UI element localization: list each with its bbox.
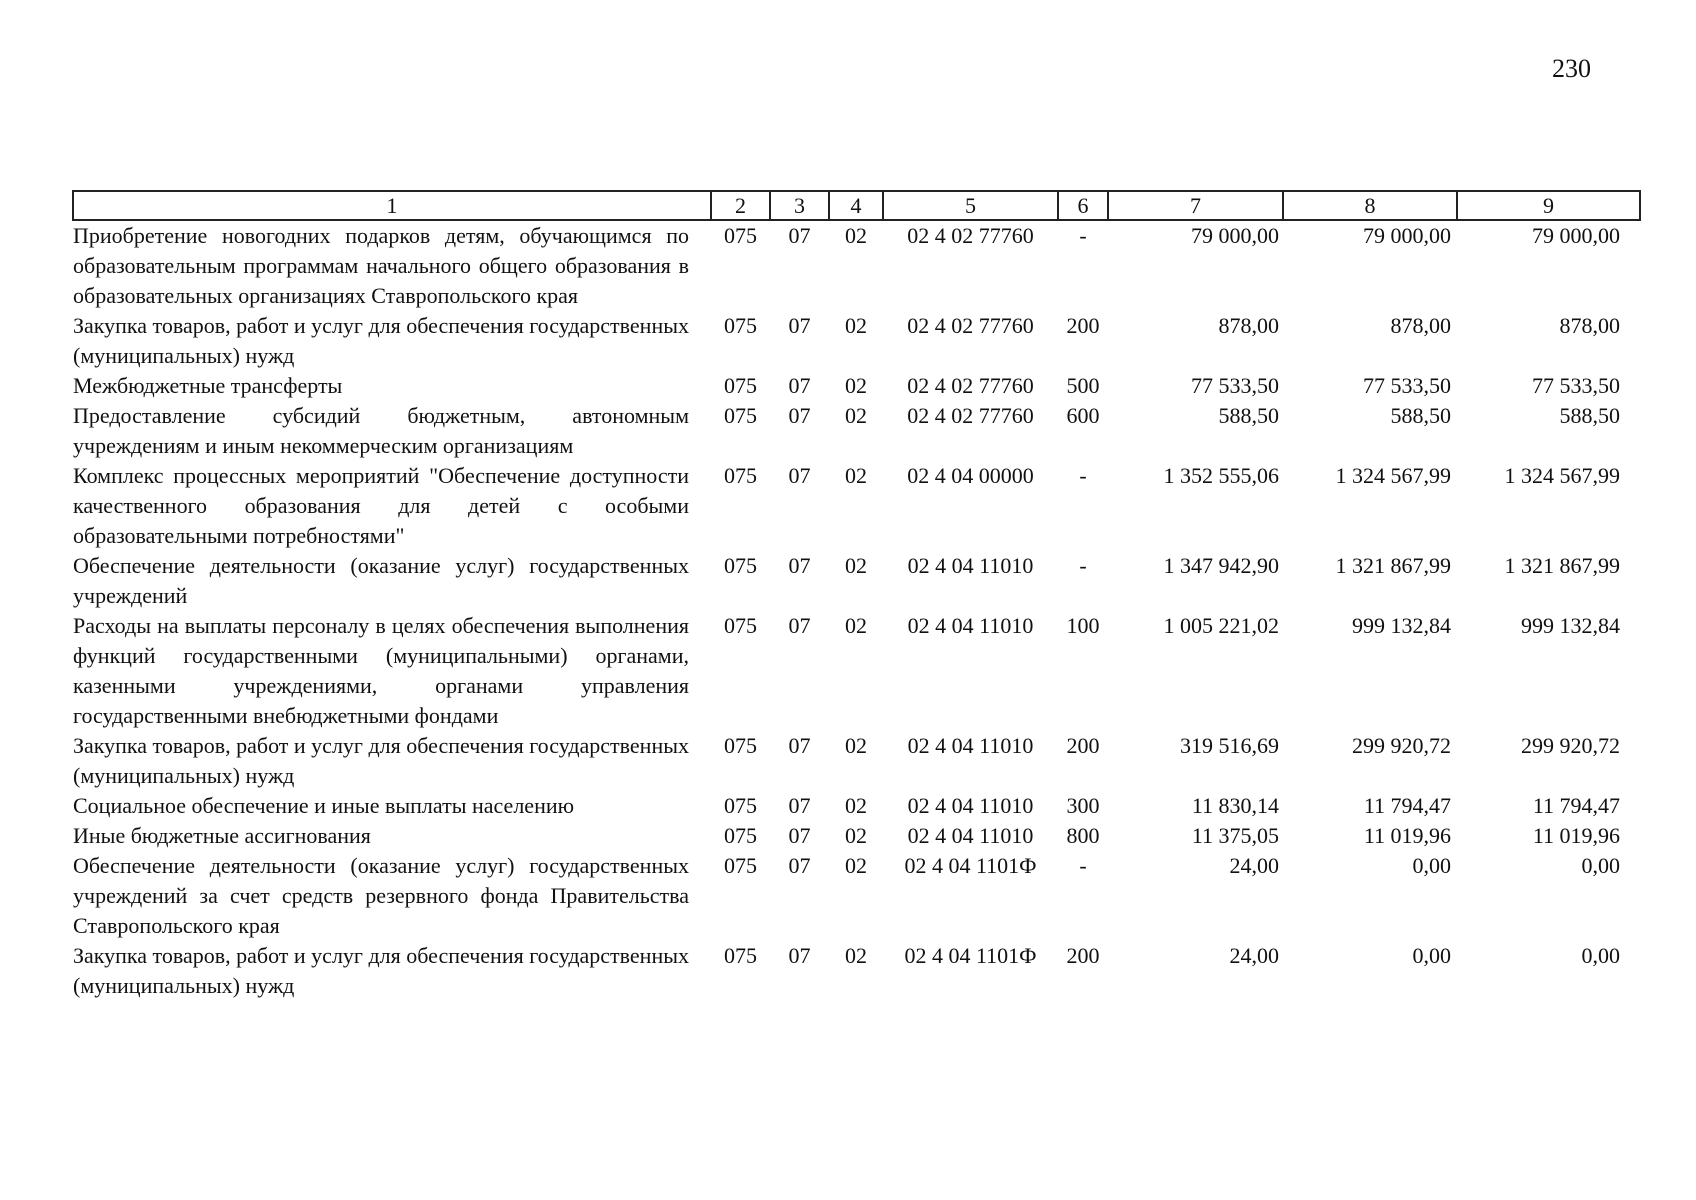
table-row	[73, 401, 1640, 461]
row-amount-1-cell: 1 347 942,90	[1163, 553, 1279, 578]
table-row	[73, 461, 1640, 551]
row-target-article-cell: 02 4 04 1101Ф	[904, 853, 1037, 878]
table-row	[73, 551, 1640, 611]
row-name-cell: Приобретение новогодних подарков детям, обучающимся по образовательным программам начального общего образования в образовательных организациях Ставропольского края	[73, 223, 689, 308]
row-expense-type-cell: 100	[1066, 613, 1100, 638]
row-amount-2-cell: 588,50	[1390, 403, 1451, 428]
table-row	[73, 731, 1640, 791]
row-section-cell: 07	[788, 853, 811, 878]
table-row	[73, 220, 1640, 311]
row-target-article-cell: 02 4 02 77760	[907, 223, 1034, 248]
row-expense-type-cell: 500	[1066, 373, 1100, 398]
row-admin-code-cell: 075	[724, 823, 757, 848]
row-amount-3-cell: 11 019,96	[1532, 823, 1620, 848]
row-admin-code-cell: 075	[724, 733, 757, 758]
table-row	[73, 821, 1640, 851]
row-name-cell: Обеспечение деятельности (оказание услуг) государственных учреждений за счет средств резервного фонда Правительства Ставропольского края	[73, 853, 689, 938]
row-name-cell: Закупка товаров, работ и услуг для обеспечения государственных (муниципальных) нужд	[73, 313, 690, 368]
row-amount-2-cell: 79 000,00	[1363, 223, 1451, 248]
column-header: 1	[73, 191, 711, 220]
row-amount-1-cell: 588,50	[1218, 403, 1279, 428]
row-name-cell: Межбюджетные трансферты	[73, 373, 343, 398]
row-section-cell: 07	[788, 823, 811, 848]
row-subsection-cell: 02	[845, 793, 867, 818]
row-target-article-cell: 02 4 04 1101Ф	[904, 943, 1037, 968]
row-expense-type-cell: 200	[1066, 733, 1100, 758]
row-expense-type-cell: -	[1079, 553, 1087, 578]
row-name-cell: Обеспечение деятельности (оказание услуг) государственных учреждений	[73, 553, 689, 608]
row-amount-3-cell: 77 533,50	[1532, 373, 1620, 398]
row-name-cell: Комплекс процессных мероприятий "Обеспечение доступности качественного образования для детей с особыми образовательными потребностями"	[73, 463, 689, 548]
row-amount-2-cell: 999 132,84	[1352, 613, 1451, 638]
row-subsection-cell: 02	[845, 613, 867, 638]
row-admin-code-cell: 075	[724, 853, 757, 878]
row-target-article-cell: 02 4 04 11010	[907, 613, 1034, 638]
row-admin-code-cell: 075	[724, 373, 757, 398]
row-amount-1-cell: 1 005 221,02	[1163, 613, 1279, 638]
column-header: 3	[770, 191, 829, 220]
row-admin-code-cell: 075	[724, 553, 757, 578]
row-amount-3-cell: 878,00	[1559, 313, 1620, 338]
row-target-article-cell: 02 4 04 11010	[907, 793, 1034, 818]
row-amount-3-cell: 588,50	[1559, 403, 1620, 428]
column-header: 6	[1058, 191, 1108, 220]
column-header: 9	[1457, 191, 1640, 220]
row-amount-1-cell: 878,00	[1218, 313, 1279, 338]
row-amount-2-cell: 299 920,72	[1352, 733, 1451, 758]
header-row	[73, 191, 1640, 220]
row-name-cell: Расходы на выплаты персоналу в целях обеспечения выполнения функций государственными (муниципальными) органами, казенными учреждениями, органами управления государственными внебюджетными фондами	[73, 613, 689, 728]
row-target-article-cell: 02 4 02 77760	[907, 403, 1034, 428]
row-amount-1-cell: 11 830,14	[1191, 793, 1279, 818]
row-expense-type-cell: 600	[1066, 403, 1100, 428]
row-amount-1-cell: 79 000,00	[1191, 223, 1279, 248]
row-section-cell: 07	[788, 733, 811, 758]
row-amount-1-cell: 24,00	[1229, 853, 1279, 878]
row-amount-2-cell: 878,00	[1390, 313, 1451, 338]
row-target-article-cell: 02 4 04 11010	[907, 823, 1034, 848]
column-header: 7	[1108, 191, 1283, 220]
row-subsection-cell: 02	[845, 223, 867, 248]
row-section-cell: 07	[788, 373, 811, 398]
row-amount-1-cell: 24,00	[1229, 943, 1279, 968]
row-admin-code-cell: 075	[724, 463, 757, 488]
row-amount-2-cell: 0,00	[1412, 943, 1451, 968]
row-name-cell: Социальное обеспечение и иные выплаты населению	[73, 793, 575, 818]
row-amount-2-cell: 77 533,50	[1363, 373, 1451, 398]
row-amount-3-cell: 1 321 867,99	[1504, 553, 1620, 578]
row-amount-2-cell: 1 321 867,99	[1335, 553, 1451, 578]
row-subsection-cell: 02	[845, 733, 867, 758]
row-amount-3-cell: 299 920,72	[1521, 733, 1620, 758]
row-target-article-cell: 02 4 04 11010	[907, 553, 1034, 578]
row-name-cell: Закупка товаров, работ и услуг для обеспечения государственных (муниципальных) нужд	[73, 733, 690, 788]
row-amount-3-cell: 79 000,00	[1532, 223, 1620, 248]
table-row	[73, 791, 1640, 821]
row-admin-code-cell: 075	[724, 223, 757, 248]
row-amount-2-cell: 1 324 567,99	[1335, 463, 1451, 488]
row-amount-1-cell: 77 533,50	[1191, 373, 1279, 398]
budget-table	[72, 190, 1641, 1001]
row-amount-2-cell: 11 019,96	[1363, 823, 1451, 848]
row-name-cell: Предоставление субсидий бюджетным, автономным учреждениям и иным некоммерческим организациям	[73, 403, 689, 458]
row-expense-type-cell: -	[1079, 853, 1087, 878]
row-expense-type-cell: 200	[1066, 313, 1100, 338]
column-header: 4	[829, 191, 883, 220]
row-amount-3-cell: 999 132,84	[1521, 613, 1620, 638]
row-expense-type-cell: 200	[1066, 943, 1100, 968]
row-expense-type-cell: 800	[1066, 823, 1100, 848]
row-admin-code-cell: 075	[724, 943, 757, 968]
row-expense-type-cell: -	[1079, 223, 1087, 248]
table-header	[73, 191, 1640, 220]
row-amount-3-cell: 11 794,47	[1532, 793, 1620, 818]
row-amount-1-cell: 1 352 555,06	[1163, 463, 1279, 488]
row-amount-1-cell: 11 375,05	[1191, 823, 1279, 848]
row-subsection-cell: 02	[845, 823, 867, 848]
row-section-cell: 07	[788, 223, 811, 248]
row-name-cell: Закупка товаров, работ и услуг для обеспечения государственных (муниципальных) нужд	[73, 943, 690, 998]
row-subsection-cell: 02	[845, 373, 867, 398]
table-row	[73, 311, 1640, 371]
row-section-cell: 07	[788, 463, 811, 488]
row-subsection-cell: 02	[845, 553, 867, 578]
column-header: 2	[711, 191, 770, 220]
row-section-cell: 07	[788, 313, 811, 338]
row-section-cell: 07	[788, 943, 811, 968]
table-row	[73, 941, 1640, 1001]
column-header: 5	[883, 191, 1058, 220]
row-subsection-cell: 02	[845, 313, 867, 338]
page-number: 230	[1552, 54, 1591, 83]
row-target-article-cell: 02 4 02 77760	[907, 373, 1034, 398]
row-amount-2-cell: 0,00	[1412, 853, 1451, 878]
row-section-cell: 07	[788, 613, 811, 638]
table-row	[73, 371, 1640, 401]
row-admin-code-cell: 075	[724, 793, 757, 818]
table-body	[73, 220, 1640, 1001]
row-name-cell: Иные бюджетные ассигнования	[73, 823, 371, 848]
row-target-article-cell: 02 4 04 00000	[907, 463, 1034, 488]
row-subsection-cell: 02	[845, 853, 867, 878]
table-row	[73, 611, 1640, 731]
row-subsection-cell: 02	[845, 943, 867, 968]
row-target-article-cell: 02 4 02 77760	[907, 313, 1034, 338]
row-amount-3-cell: 0,00	[1581, 853, 1620, 878]
row-target-article-cell: 02 4 04 11010	[907, 733, 1034, 758]
row-subsection-cell: 02	[845, 463, 867, 488]
row-admin-code-cell: 075	[724, 313, 757, 338]
row-expense-type-cell: 300	[1066, 793, 1100, 818]
row-amount-3-cell: 0,00	[1581, 943, 1620, 968]
row-admin-code-cell: 075	[724, 403, 757, 428]
row-section-cell: 07	[788, 403, 811, 428]
row-amount-3-cell: 1 324 567,99	[1504, 463, 1620, 488]
table-row	[73, 851, 1640, 941]
row-admin-code-cell: 075	[724, 613, 757, 638]
row-subsection-cell: 02	[845, 403, 867, 428]
row-amount-2-cell: 11 794,47	[1363, 793, 1451, 818]
row-amount-1-cell: 319 516,69	[1180, 733, 1279, 758]
row-section-cell: 07	[788, 553, 811, 578]
row-section-cell: 07	[788, 793, 811, 818]
column-header: 8	[1283, 191, 1457, 220]
row-expense-type-cell: -	[1079, 463, 1087, 488]
